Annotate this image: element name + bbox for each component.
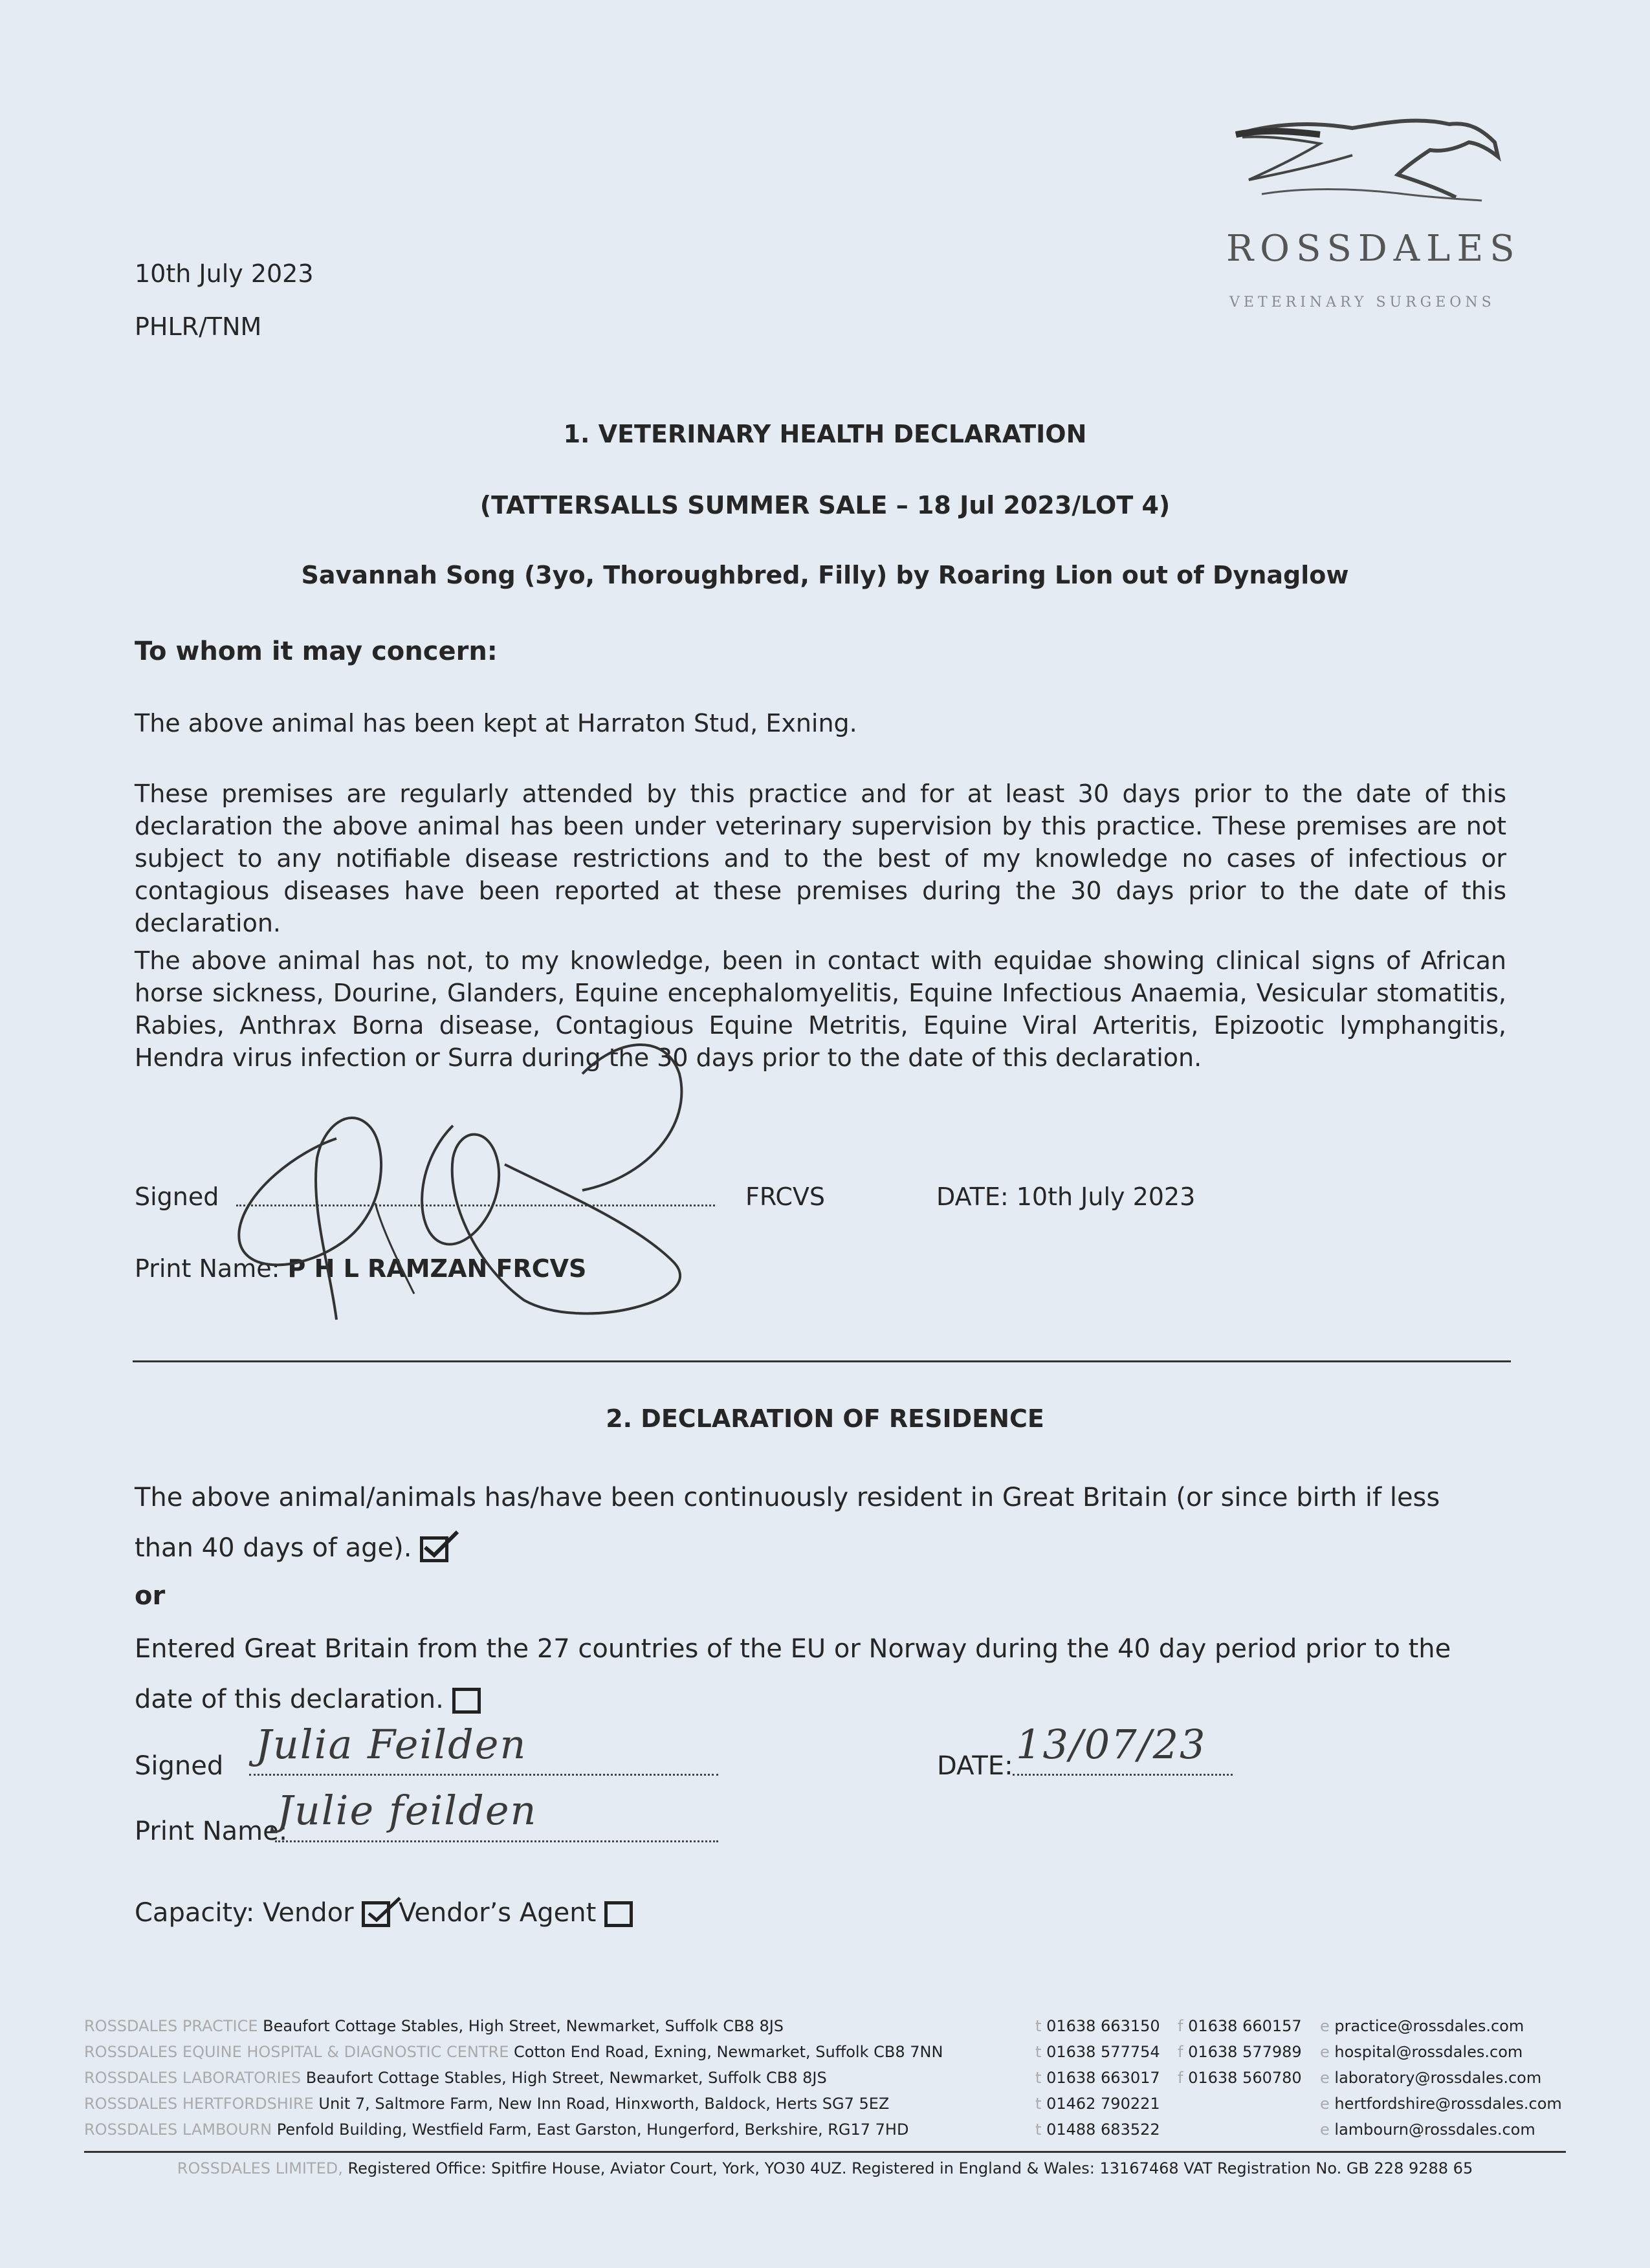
footer-fax: 01638 660157 (1188, 2017, 1302, 2035)
footer-email[interactable]: hospital@rossdales.com (1334, 2043, 1523, 2061)
footer-email[interactable]: lambourn@rossdales.com (1334, 2121, 1535, 2139)
checkmark-icon (420, 1528, 459, 1560)
footer-org: ROSSDALES LABORATORIES (84, 2069, 302, 2087)
footer-divider (84, 2151, 1566, 2153)
footer-org: ROSSDALES PRACTICE (84, 2017, 258, 2035)
registered-office (0, 2159, 1650, 2177)
vendor-signature: Julia Feilden (256, 1721, 527, 1768)
registered-org: ROSSDALES LIMITED, (177, 2159, 343, 2177)
vendor-signed-label: Signed (135, 1751, 224, 1781)
footer-email[interactable]: laboratory@rossdales.com (1334, 2069, 1542, 2087)
vendor-signature-line (249, 1774, 718, 1776)
residence-option-eu (135, 1624, 1500, 1725)
footer-address: Penfold Building, Westfield Farm, East Garston, Hungerford, Berkshire, RG17 7HD (276, 2121, 909, 2139)
capacity-agent-label: Vendor’s Agent (399, 1898, 597, 1928)
footer-address: Beaufort Cottage Stables, High Street, Newmarket, Suffolk CB8 8JS (305, 2069, 827, 2087)
registered-details: Registered Office: Spitfire House, Aviator Court, York, YO30 4UZ. Registered in England & Wales: 13167468 VAT Registration No. GB 228 9288 65 (347, 2159, 1473, 2177)
footer-fax: 01638 560780 (1188, 2069, 1302, 2087)
salutation: To whom it may concern: (135, 637, 498, 666)
logo-name: ROSSDALES (1226, 228, 1521, 270)
vendor-agent-checkbox[interactable] (604, 1901, 633, 1927)
footer-tel: 01638 577754 (1046, 2043, 1160, 2061)
section1-subtitle: (TATTERSALLS SUMMER SALE – 18 Jul 2023/LOT 4) (479, 491, 1171, 519)
vet-print-name-label: Print Name: (135, 1254, 280, 1283)
footer-org: ROSSDALES EQUINE HOSPITAL & DIAGNOSTIC CENTRE (84, 2043, 509, 2061)
footer-email[interactable]: hertfordshire@rossdales.com (1334, 2095, 1562, 2113)
footer-tel: 01488 683522 (1046, 2121, 1160, 2139)
vet-print-name-value: P H L RAMZAN FRCVS (287, 1254, 587, 1283)
residence-option-continuous-text: The above animal/animals has/have been continuously resident in Great Britain (or since birth if less than 40 days of age). (135, 1483, 1440, 1563)
vet-date: DATE: 10th July 2023 (936, 1183, 1196, 1211)
or-separator: or (135, 1581, 166, 1611)
footer-row: ROSSDALES LABORATORIES Beaufort Cottage Stables, High Street, Newmarket, Suffolk CB8 8JS t 01638 663017 f 01638 560780 e laboratory@rossdales.com (84, 2069, 1542, 2087)
footer-contacts (84, 2017, 1566, 2146)
section2-title: 2. DECLARATION OF RESIDENCE (606, 1404, 1044, 1433)
footer-tel: 01462 790221 (1046, 2095, 1160, 2113)
paragraph-premises: These premises are regularly attended by this practice and for at least 30 days prior to the date of this declaration the above animal has been under veterinary supervision by this practice. These premises are not subject to any notifiable disease restrictions and to the best of my knowledge no cases of infectious or contagious diseases have been reported at these premises during the 30 days prior to the date of this declaration. (135, 780, 1506, 937)
paragraph-contact: The above animal has not, to my knowledge, been in contact with equidae showing clinical signs of African horse sickness, Dourine, Glanders, Equine encephalomyelitis, Equine Infectious Anaemia, Vesicular stomatitis, Rabies, Anthrax Borna disease, Contagious Equine Metritis, Equine Viral Arteritis, Epizootic lymphangitis, Hendra virus infection or Surra during the 30 days prior to the date of this declaration. (135, 946, 1506, 1072)
letter-reference: PHLR/TNM (135, 312, 262, 341)
section1-title: 1. VETERINARY HEALTH DECLARATION (563, 420, 1087, 448)
vendor-date-line (1013, 1774, 1233, 1776)
section-divider (133, 1360, 1511, 1362)
vendor-date-value: 13/07/23 (1016, 1721, 1207, 1768)
residence-option-eu-text: Entered Great Britain from the 27 countries of the EU or Norway during the 40 day period prior to the date of this declaration. (135, 1634, 1451, 1714)
logo-tagline: VETERINARY SURGEONS (1229, 294, 1495, 311)
residence-option-continuous (135, 1472, 1500, 1573)
footer-org: ROSSDALES LAMBOURN (84, 2121, 272, 2139)
footer-org: ROSSDALES HERTFORDSHIRE (84, 2095, 314, 2113)
footer-address: Cotton End Road, Exning, Newmarket, Suffolk CB8 7NN (514, 2043, 943, 2061)
footer-address: Unit 7, Saltmore Farm, New Inn Road, Hinxworth, Baldock, Herts SG7 5EZ (318, 2095, 890, 2113)
paragraph-kept-at: The above animal has been kept at Harraton Stud, Exning. (135, 709, 857, 737)
vendor-checkbox[interactable] (362, 1901, 390, 1927)
footer-email[interactable]: practice@rossdales.com (1334, 2017, 1524, 2035)
footer-row: ROSSDALES EQUINE HOSPITAL & DIAGNOSTIC CENTRE Cotton End Road, Exning, Newmarket, Suffolk CB8 7NN t 01638 577754 f 01638 577989 e hospital@rossdales.com (84, 2043, 1523, 2061)
frcvs-label: FRCVS (745, 1183, 826, 1211)
checkmark-icon (362, 1895, 401, 1928)
vendor-date-label: DATE: (937, 1751, 1013, 1781)
footer-tel: 01638 663150 (1046, 2017, 1160, 2035)
vendor-print-name-line (275, 1840, 718, 1842)
footer-address: Beaufort Cottage Stables, High Street, Newmarket, Suffolk CB8 8JS (263, 2017, 784, 2035)
footer-row: ROSSDALES PRACTICE Beaufort Cottage Stables, High Street, Newmarket, Suffolk CB8 8JS t 01638 663150 f 01638 660157 e practice@rossdales.com (84, 2017, 1524, 2035)
vet-signed-label: Signed (135, 1183, 219, 1211)
footer-row: ROSSDALES HERTFORDSHIRE Unit 7, Saltmore Farm, New Inn Road, Hinxworth, Baldock, Herts SG7 5EZ t 01462 790221 e hertfordshire@rossdales.com (84, 2095, 1562, 2113)
footer-tel: 01638 663017 (1046, 2069, 1160, 2087)
footer-fax: 01638 577989 (1188, 2043, 1302, 2061)
footer-row: ROSSDALES LAMBOURN Penfold Building, Westfield Farm, East Garston, Hungerford, Berkshire, RG17 7HD t 01488 683522 e lambourn@rossdales.com (84, 2121, 1535, 2139)
continuous-resident-checkbox[interactable] (420, 1536, 448, 1562)
eu-entry-checkbox[interactable] (452, 1688, 481, 1714)
capacity-row (135, 1898, 633, 1928)
capacity-vendor-label: Capacity: Vendor (135, 1898, 354, 1928)
letter-date: 10th July 2023 (135, 259, 314, 288)
horse-logo-icon (1223, 104, 1508, 226)
vet-signature (220, 996, 725, 1333)
vendor-print-name-label: Print Name: (135, 1816, 288, 1846)
vendor-print-name-value: Julie feilden (277, 1787, 538, 1834)
animal-description: Savannah Song (3yo, Thoroughbred, Filly) by Roaring Lion out of Dynaglow (301, 561, 1349, 589)
